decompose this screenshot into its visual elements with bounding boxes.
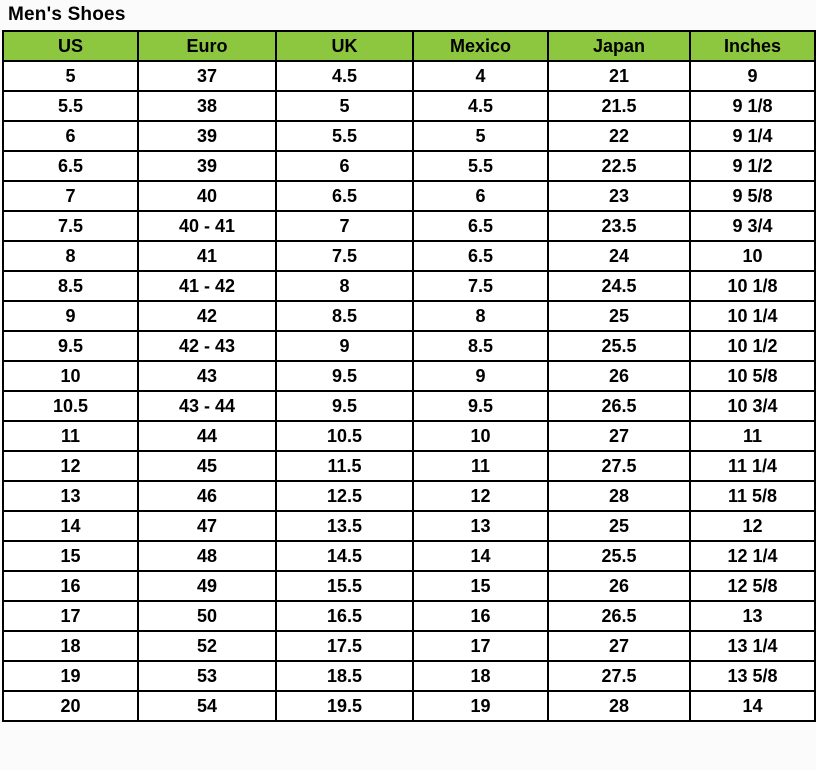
table-row	[3, 391, 815, 421]
table-cell-us: 7.5	[3, 211, 138, 241]
table-cell-mexico: 4	[413, 61, 548, 91]
table-cell-mexico: 6	[413, 181, 548, 211]
table-cell-euro: 43	[138, 361, 276, 391]
table-row	[3, 511, 815, 541]
table-row	[3, 691, 815, 721]
table-cell-uk: 6.5	[276, 181, 413, 211]
table-row	[3, 151, 815, 181]
table-cell-uk: 12.5	[276, 481, 413, 511]
table-cell-mexico: 13	[413, 511, 548, 541]
table-cell-mexico: 6.5	[413, 211, 548, 241]
table-cell-uk: 16.5	[276, 601, 413, 631]
table-cell-inches: 9 1/4	[690, 121, 815, 151]
table-cell-japan: 26.5	[548, 601, 690, 631]
table-cell-us: 10.5	[3, 391, 138, 421]
table-cell-inches: 10	[690, 241, 815, 271]
table-row	[3, 181, 815, 211]
table-cell-mexico: 9.5	[413, 391, 548, 421]
table-cell-us: 11	[3, 421, 138, 451]
table-cell-japan: 28	[548, 691, 690, 721]
table-cell-inches: 13 1/4	[690, 631, 815, 661]
table-cell-japan: 25.5	[548, 541, 690, 571]
table-cell-euro: 41	[138, 241, 276, 271]
table-cell-us: 12	[3, 451, 138, 481]
table-cell-japan: 24.5	[548, 271, 690, 301]
table-cell-mexico: 17	[413, 631, 548, 661]
table-cell-us: 9.5	[3, 331, 138, 361]
table-row	[3, 661, 815, 691]
table-cell-japan: 21.5	[548, 91, 690, 121]
table-row	[3, 541, 815, 571]
table-cell-uk: 8.5	[276, 301, 413, 331]
table-cell-mexico: 19	[413, 691, 548, 721]
column-header-inches: Inches	[690, 31, 815, 61]
table-cell-euro: 52	[138, 631, 276, 661]
table-cell-japan: 28	[548, 481, 690, 511]
table-cell-uk: 7.5	[276, 241, 413, 271]
table-cell-uk: 11.5	[276, 451, 413, 481]
shoe-size-conversion-table	[2, 30, 816, 722]
table-cell-japan: 22.5	[548, 151, 690, 181]
table-cell-japan: 25	[548, 511, 690, 541]
table-cell-us: 8	[3, 241, 138, 271]
table-cell-mexico: 7.5	[413, 271, 548, 301]
table-cell-japan: 26	[548, 361, 690, 391]
table-cell-inches: 9 1/8	[690, 91, 815, 121]
table-cell-euro: 42 - 43	[138, 331, 276, 361]
table-cell-japan: 23	[548, 181, 690, 211]
page-title: Men's Shoes	[8, 4, 126, 25]
table-cell-japan: 26.5	[548, 391, 690, 421]
table-cell-uk: 5.5	[276, 121, 413, 151]
table-cell-euro: 47	[138, 511, 276, 541]
table-cell-euro: 44	[138, 421, 276, 451]
table-cell-euro: 46	[138, 481, 276, 511]
table-cell-mexico: 5	[413, 121, 548, 151]
table-cell-inches: 12 5/8	[690, 571, 815, 601]
table-row	[3, 421, 815, 451]
table-cell-euro: 42	[138, 301, 276, 331]
table-cell-uk: 15.5	[276, 571, 413, 601]
table-cell-inches: 11 1/4	[690, 451, 815, 481]
table-cell-euro: 48	[138, 541, 276, 571]
column-header-mexico: Mexico	[413, 31, 548, 61]
table-cell-us: 5.5	[3, 91, 138, 121]
table-cell-inches: 12 1/4	[690, 541, 815, 571]
table-cell-mexico: 18	[413, 661, 548, 691]
column-header-euro: Euro	[138, 31, 276, 61]
table-row	[3, 301, 815, 331]
table-cell-mexico: 16	[413, 601, 548, 631]
table-cell-us: 6.5	[3, 151, 138, 181]
table-cell-euro: 50	[138, 601, 276, 631]
table-cell-euro: 39	[138, 151, 276, 181]
table-cell-inches: 13 5/8	[690, 661, 815, 691]
table-cell-japan: 27	[548, 631, 690, 661]
table-cell-euro: 37	[138, 61, 276, 91]
table-cell-us: 6	[3, 121, 138, 151]
table-cell-us: 18	[3, 631, 138, 661]
table-cell-euro: 53	[138, 661, 276, 691]
table-cell-us: 15	[3, 541, 138, 571]
table-cell-uk: 9.5	[276, 391, 413, 421]
table-cell-uk: 5	[276, 91, 413, 121]
table-cell-mexico: 14	[413, 541, 548, 571]
table-row	[3, 331, 815, 361]
table-cell-uk: 18.5	[276, 661, 413, 691]
table-cell-uk: 14.5	[276, 541, 413, 571]
table-cell-mexico: 8.5	[413, 331, 548, 361]
table-cell-inches: 14	[690, 691, 815, 721]
table-cell-euro: 41 - 42	[138, 271, 276, 301]
table-cell-us: 13	[3, 481, 138, 511]
table-cell-japan: 25	[548, 301, 690, 331]
table-cell-uk: 7	[276, 211, 413, 241]
table-cell-euro: 38	[138, 91, 276, 121]
table-body	[3, 61, 815, 721]
table-cell-uk: 8	[276, 271, 413, 301]
table-cell-uk: 9	[276, 331, 413, 361]
table-row	[3, 481, 815, 511]
table-row	[3, 121, 815, 151]
table-cell-mexico: 4.5	[413, 91, 548, 121]
table-cell-us: 5	[3, 61, 138, 91]
table-row	[3, 271, 815, 301]
table-cell-japan: 27	[548, 421, 690, 451]
table-cell-japan: 27.5	[548, 451, 690, 481]
table-cell-uk: 4.5	[276, 61, 413, 91]
table-row	[3, 451, 815, 481]
table-cell-mexico: 15	[413, 571, 548, 601]
table-cell-inches: 9	[690, 61, 815, 91]
table-row	[3, 601, 815, 631]
table-row	[3, 361, 815, 391]
column-header-uk: UK	[276, 31, 413, 61]
table-cell-mexico: 10	[413, 421, 548, 451]
header-row	[3, 31, 815, 61]
table-cell-japan: 23.5	[548, 211, 690, 241]
table-cell-inches: 9 5/8	[690, 181, 815, 211]
table-cell-japan: 24	[548, 241, 690, 271]
table-cell-euro: 45	[138, 451, 276, 481]
table-cell-us: 14	[3, 511, 138, 541]
table-cell-inches: 10 1/2	[690, 331, 815, 361]
table-cell-uk: 13.5	[276, 511, 413, 541]
table-cell-us: 20	[3, 691, 138, 721]
table-cell-inches: 12	[690, 511, 815, 541]
table-cell-japan: 25.5	[548, 331, 690, 361]
table-cell-mexico: 11	[413, 451, 548, 481]
table-cell-japan: 27.5	[548, 661, 690, 691]
table-cell-inches: 9 1/2	[690, 151, 815, 181]
table-row	[3, 61, 815, 91]
table-cell-inches: 10 1/8	[690, 271, 815, 301]
table-cell-euro: 49	[138, 571, 276, 601]
column-header-japan: Japan	[548, 31, 690, 61]
table-cell-uk: 19.5	[276, 691, 413, 721]
table-cell-euro: 43 - 44	[138, 391, 276, 421]
table-row	[3, 631, 815, 661]
table-row	[3, 211, 815, 241]
table-cell-inches: 11 5/8	[690, 481, 815, 511]
table-cell-us: 16	[3, 571, 138, 601]
table-cell-inches: 13	[690, 601, 815, 631]
table-cell-inches: 10 1/4	[690, 301, 815, 331]
table-cell-inches: 10 5/8	[690, 361, 815, 391]
table-row	[3, 571, 815, 601]
table-cell-us: 9	[3, 301, 138, 331]
table-row	[3, 241, 815, 271]
table-cell-euro: 39	[138, 121, 276, 151]
table-cell-euro: 40 - 41	[138, 211, 276, 241]
table-cell-us: 17	[3, 601, 138, 631]
column-header-us: US	[3, 31, 138, 61]
table-cell-uk: 6	[276, 151, 413, 181]
table-cell-us: 10	[3, 361, 138, 391]
table-row	[3, 91, 815, 121]
table-cell-mexico: 9	[413, 361, 548, 391]
table-cell-inches: 9 3/4	[690, 211, 815, 241]
table-cell-uk: 17.5	[276, 631, 413, 661]
table-cell-uk: 10.5	[276, 421, 413, 451]
table-cell-inches: 11	[690, 421, 815, 451]
table-cell-japan: 21	[548, 61, 690, 91]
table-cell-euro: 54	[138, 691, 276, 721]
table-cell-mexico: 8	[413, 301, 548, 331]
table-cell-japan: 22	[548, 121, 690, 151]
table-cell-us: 7	[3, 181, 138, 211]
table-cell-japan: 26	[548, 571, 690, 601]
table-cell-euro: 40	[138, 181, 276, 211]
table-cell-mexico: 12	[413, 481, 548, 511]
table-cell-inches: 10 3/4	[690, 391, 815, 421]
table-cell-mexico: 6.5	[413, 241, 548, 271]
table-cell-mexico: 5.5	[413, 151, 548, 181]
table-cell-us: 19	[3, 661, 138, 691]
table-cell-us: 8.5	[3, 271, 138, 301]
table-header	[3, 31, 815, 61]
table-cell-uk: 9.5	[276, 361, 413, 391]
